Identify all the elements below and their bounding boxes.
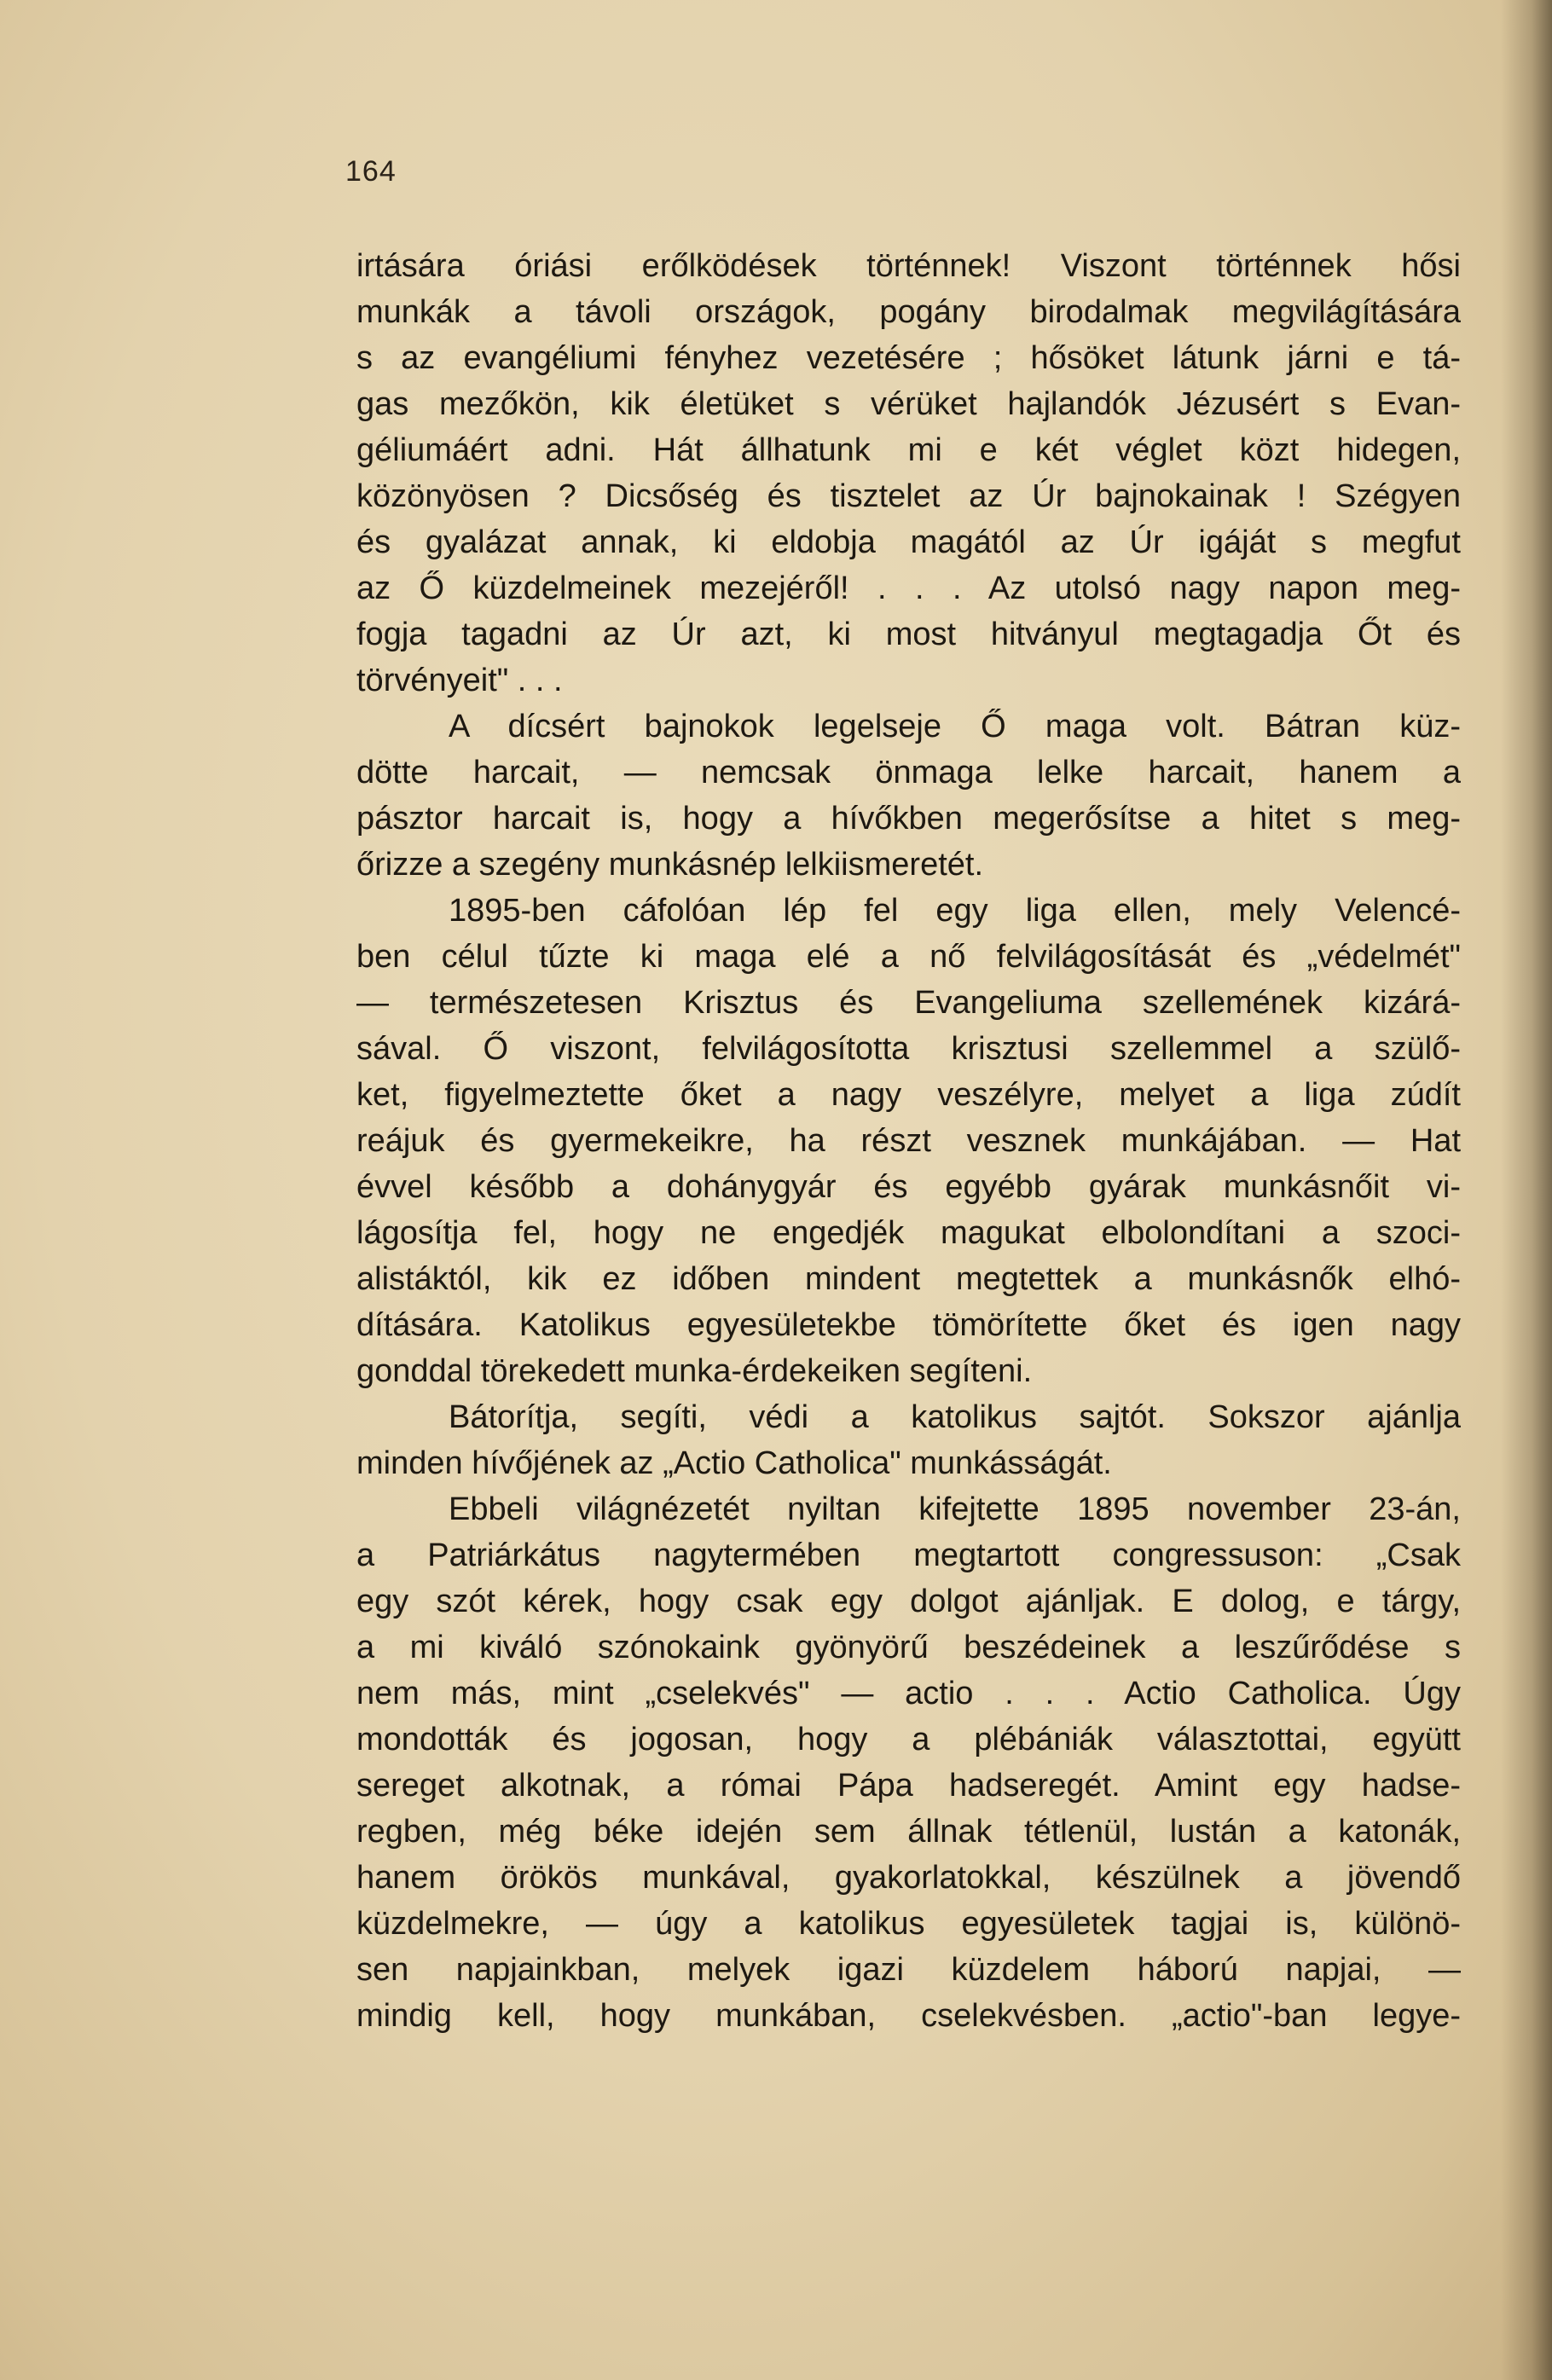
- text-line: ben célul tűzte ki maga elé a nő felvilágosítását és „védelmét": [356, 939, 1461, 975]
- text-line: — természetesen Krisztus és Evangeliuma szellemének kizárá-: [356, 985, 1461, 1021]
- text-line: reájuk és gyermekeikre, ha részt vesznek munkájában. — Hat: [356, 1123, 1461, 1159]
- text-line: közönyösen ? Dicsőség és tisztelet az Úr bajnokainak ! Szégyen: [356, 478, 1461, 514]
- text-line: minden hívőjének az „Actio Catholica" munkásságát.: [356, 1445, 1112, 1481]
- text-line: dítására. Katolikus egyesületekbe tömörítette őket és igen nagy: [356, 1307, 1461, 1343]
- text-line: irtására óriási erőlködések történnek! Viszont történnek hősi: [356, 248, 1461, 284]
- text-line: gonddal törekedett munka-érdekeiken segíteni.: [356, 1353, 1033, 1389]
- text-line: regben, még béke idején sem állnak tétlenül, lustán a katonák,: [356, 1814, 1461, 1850]
- text-line: a Patriárkátus nagytermében megtartott congressuson: „Csak: [356, 1537, 1461, 1573]
- text-line: s az evangéliumi fényhez vezetésére ; hősöket látunk járni e tá-: [356, 340, 1461, 376]
- text-line: küzdelmekre, — úgy a katolikus egyesületek tagjai is, különö-: [356, 1906, 1461, 1942]
- text-line: munkák a távoli országok, pogány birodalmak megvilágítására: [356, 294, 1461, 330]
- text-line: pásztor harcait is, hogy a hívőkben megerősítse a hitet s meg-: [356, 801, 1461, 837]
- text-line: A dícsért bajnokok legelseje Ő maga volt. Bátran küz-: [449, 709, 1461, 744]
- page-edge-shadow: [1501, 0, 1552, 2380]
- text-line: lágosítja fel, hogy ne engedjék magukat elbolondítani a szoci-: [356, 1215, 1461, 1251]
- body-text: [356, 243, 1461, 2039]
- text-line: sereget alkotnak, a római Pápa hadseregét. Amint egy hadse-: [356, 1768, 1461, 1804]
- text-line: 1895-ben cáfolóan lép fel egy liga ellen, mely Velencé-: [449, 893, 1461, 929]
- text-line: Ebbeli világnézetét nyiltan kifejtette 1895 november 23-án,: [449, 1491, 1461, 1527]
- text-line: mondották és jogosan, hogy a plébániák választottai, együtt: [356, 1722, 1461, 1757]
- text-line: ket, figyelmeztette őket a nagy veszélyre, melyet a liga zúdít: [356, 1077, 1461, 1113]
- text-line: őrizze a szegény munkásnép lelkiismeretét.: [356, 847, 984, 883]
- text-line: törvényeit" . . .: [356, 663, 563, 698]
- text-line: sával. Ő viszont, felvilágosította krisztusi szellemmel a szülő-: [356, 1031, 1461, 1067]
- text-line: géliumáért adni. Hát állhatunk mi e két véglet közt hidegen,: [356, 432, 1461, 468]
- text-line: nem más, mint „cselekvés" — actio . . . Actio Catholica. Úgy: [356, 1676, 1461, 1711]
- text-line: mindig kell, hogy munkában, cselekvésben. „actio"-ban legye-: [356, 1998, 1461, 2034]
- page-number: 164: [345, 155, 397, 188]
- text-line: évvel később a dohánygyár és egyébb gyárak munkásnőit vi-: [356, 1169, 1461, 1205]
- text-line: Bátorítja, segíti, védi a katolikus sajtót. Sokszor ajánlja: [449, 1399, 1461, 1435]
- text-line: gas mezőkön, kik életüket s vérüket hajlandók Jézusért s Evan-: [356, 386, 1461, 422]
- text-line: sen napjainkban, melyek igazi küzdelem háború napjai, —: [356, 1952, 1461, 1988]
- text-line: fogja tagadni az Úr azt, ki most hitványul megtagadja Őt és: [356, 617, 1461, 652]
- text-line: az Ő küzdelmeinek mezejéről! . . . Az utolsó nagy napon meg-: [356, 570, 1461, 606]
- text-line: dötte harcait, — nemcsak önmaga lelke harcait, hanem a: [356, 755, 1461, 790]
- text-line: hanem örökös munkával, gyakorlatokkal, készülnek a jövendő: [356, 1860, 1461, 1896]
- text-line: a mi kiváló szónokaink gyönyörű beszédeinek a leszűrődése s: [356, 1630, 1461, 1665]
- text-line: egy szót kérek, hogy csak egy dolgot ajánljak. E dolog, e tárgy,: [356, 1584, 1461, 1619]
- text-line: és gyalázat annak, ki eldobja magától az Úr igáját s megfut: [356, 524, 1461, 560]
- text-line: alistáktól, kik ez időben mindent megtettek a munkásnők elhó-: [356, 1261, 1461, 1297]
